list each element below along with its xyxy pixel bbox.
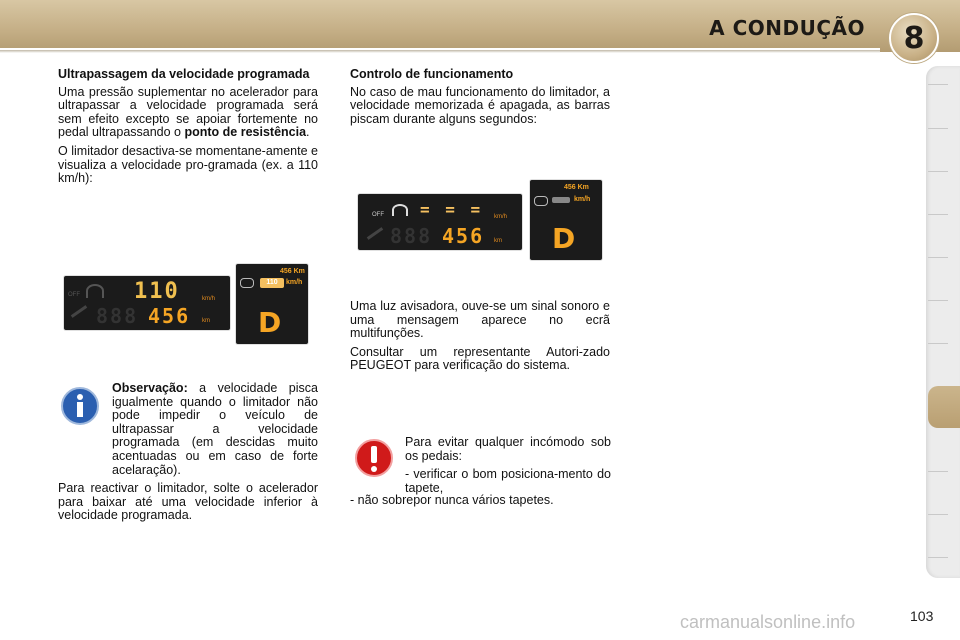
floor-mat-warning-cont (350, 494, 612, 513)
resistance-point-term: ponto de resistência (184, 125, 307, 140)
odometer-unit-label: km (202, 318, 210, 324)
tab-divider (928, 84, 948, 85)
speed-unit-label: km/h (202, 296, 216, 302)
odometer-unit-label: km (494, 238, 502, 244)
programmed-speed-readout: 110 (134, 279, 180, 304)
left-column (58, 68, 318, 191)
gear-indicator: D (552, 222, 576, 255)
dashboard-display-main (64, 276, 230, 330)
odometer-ghost-digits: 888 (96, 304, 139, 328)
right-column-top (350, 68, 610, 131)
warning-exclamation-icon (354, 438, 394, 478)
right-column-bottom (350, 300, 610, 378)
page-number: 103 (910, 608, 934, 624)
tab-divider (928, 343, 948, 344)
multifunction-screen-2 (530, 180, 602, 260)
blinking-bars: = = = (420, 200, 484, 219)
tab-divider (928, 471, 948, 472)
chapter-title: A CONDUÇÃO (709, 16, 865, 40)
header-shadow (0, 50, 880, 53)
tab-divider (928, 257, 948, 258)
paragraph-reactivate: Para reactivar o limitador, solte o acelerador para baixar até uma velocidade inferior à velocidade programada. (58, 481, 318, 523)
tab-divider (928, 171, 948, 172)
chapter-number: 8 (903, 20, 925, 56)
speedometer-icon (86, 284, 104, 298)
range-km-text: 456 Km (280, 268, 305, 275)
wrench-icon (367, 227, 383, 240)
chapter-number-badge (889, 13, 939, 63)
speed-unit-label: km/h (574, 196, 591, 203)
paragraph-overspeed: Uma pressão suplementar no acelerador para ultrapassar a velocidade programada será sem efeito excepto se apoiar fortemente no pedal ultrapassando o ponto de resistência. (58, 84, 318, 140)
wrench-icon (71, 305, 87, 318)
speedometer-icon (534, 196, 548, 206)
tab-divider (928, 557, 948, 558)
observation-paragraph: Observação: a velocidade pisca igualmente quando o limitador não pode impedir o veículo de ultrapassar a velocidade programada (em descidas muito acentuadas ou em caso de forte acelaração). (112, 381, 318, 477)
limiter-off-label: OFF (68, 292, 80, 298)
dashboard-display-fault (358, 194, 522, 250)
observation-label: Observação: (112, 381, 188, 395)
paragraph-consult-dealer: Consultar um representante Autori-zado PEUGEOT para verificação do sistema. (350, 344, 610, 373)
speedometer-icon (392, 204, 408, 216)
tab-divider (928, 300, 948, 301)
warning-list-item: - não sobrepor nunca vários tapetes. (350, 493, 554, 507)
odometer-readout: 456 (148, 304, 191, 328)
section-heading-overspeed: Ultrapassagem da velocidade programada (58, 67, 310, 81)
multifunction-screen-1 (236, 264, 308, 344)
odometer-readout: 456 (442, 224, 485, 248)
chapter-tab-rail (926, 66, 960, 578)
section-heading-malfunction: Controlo de funcionamento (350, 67, 514, 81)
speed-unit-label: km/h (286, 279, 303, 286)
floor-mat-warning (405, 436, 611, 500)
warning-paragraph: Para evitar qualquer incómodo sob os pedais: (405, 435, 611, 463)
gear-indicator: D (258, 306, 282, 339)
tab-divider (928, 214, 948, 215)
paragraph-deactivation: O limitador desactiva-se momentane-amente e visualiza a velocidade pro-gramada (ex. a 110 km/h): (58, 143, 318, 186)
watermark-text: carmanualsonline.info (680, 612, 856, 632)
warning-list-item: - verificar o bom posiciona-mento do tapete, (405, 467, 611, 495)
speed-unit-label: km/h (494, 214, 508, 220)
speedometer-icon (240, 278, 254, 288)
active-chapter-tab[interactable] (928, 386, 960, 428)
tab-divider (928, 514, 948, 515)
odometer-ghost-digits: 888 (390, 224, 433, 248)
programmed-speed-box: 110 (260, 278, 284, 288)
tab-divider (928, 128, 948, 129)
observation-note (58, 382, 318, 528)
range-km-text: 456 Km (564, 184, 589, 191)
erased-speed-box (552, 197, 570, 203)
paragraph-malfunction: No caso de mau funcionamento do limitador, a velocidade memorizada é apagada, as barras piscam durante alguns segundos: (350, 84, 610, 126)
paragraph-warning-light: Uma luz avisadora, ouve-se um sinal sonoro e uma mensagem aparece no ecrã multifunções. (350, 299, 610, 341)
limiter-off-label: OFF (372, 212, 384, 218)
